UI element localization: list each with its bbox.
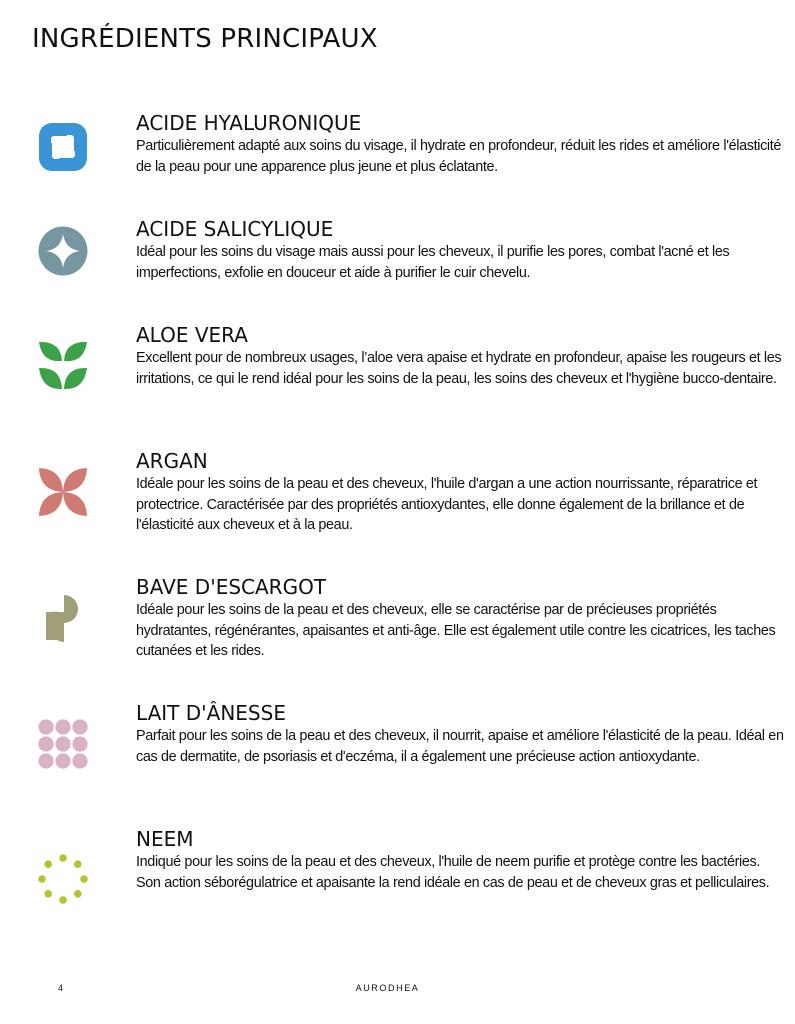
half-circles-icon [38, 593, 88, 643]
dot-grid-icon [38, 719, 88, 769]
ingredient-name: BAVE D'ESCARGOT [136, 575, 327, 599]
ingredient-description: Particulièrement adapté aux soins du visage, il hydrate en profondeur, réduit les rides et améliore l'élasticité de la peau pour une apparence plus jeune et plus éclatante. [136, 138, 782, 175]
brand-name: AURODHEA [355, 983, 420, 993]
ingredient-description: Idéale pour les soins de la peau et des cheveux, l'huile d'argan a une action nourrissante, réparatrice et protectrice. Caractérisée par des propriétés antioxydantes, elle donne également de la brillance et de l'élasticité aux cheveux et à la peau. [136, 476, 758, 533]
ingredient-description: Parfait pour les soins de la peau et des cheveux, il nourrit, apaise et améliore l'élasticité de la peau. Idéal en cas de dermatite, de psoriasis et d'eczéma, il a également une précieuse action antioxydante. [136, 728, 784, 765]
ingredient-description: Indiqué pour les soins de la peau et des cheveux, l'huile de neem purifie et protège contre les bactéries. Son action séborégulatrice et apaisante la rend idéale en cas de peau et de cheveux gras et pelliculaires. [136, 854, 770, 891]
ingredient-name: ALOE VERA [136, 323, 248, 347]
ingredient-description: Idéal pour les soins du visage mais aussi pour les cheveux, il purifie les pores, combat l'acné et les imperfections, exfolie en douceur et aide à purifier le cuir chevelu. [136, 244, 730, 281]
swirl-square-icon [38, 122, 88, 172]
four-petal-flower-icon [38, 467, 88, 517]
ingredient-name: LAIT D'ÂNESSE [136, 701, 286, 725]
ingredient-description: Excellent pour de nombreux usages, l’aloe vera apaise et hydrate en profondeur, apaise les rougeurs et les irritations, ce qui le rend idéal pour les soins de la peau, les soins des cheveux et l'hygiène bucco-dentaire. [136, 350, 782, 387]
ingredient-name: NEEM [136, 827, 194, 851]
dot-ring-icon [38, 854, 88, 904]
leaves-icon [38, 341, 88, 391]
four-point-star-circle-icon [38, 226, 88, 276]
page-number: 4 [58, 983, 64, 993]
ingredient-name: ARGAN [136, 449, 208, 473]
ingredient-name: ACIDE HYALURONIQUE [136, 111, 362, 135]
ingredient-description: Idéale pour les soins de la peau et des cheveux, elle se caractérise par de précieuses propriétés hydratantes, régénérantes, apaisantes et anti-âge. Elle est également utile contre les cicatrices, les taches cutanées et les rides. [136, 602, 776, 659]
page-title: INGRÉDIENTS PRINCIPAUX [32, 24, 378, 54]
ingredient-name: ACIDE SALICYLIQUE [136, 217, 334, 241]
